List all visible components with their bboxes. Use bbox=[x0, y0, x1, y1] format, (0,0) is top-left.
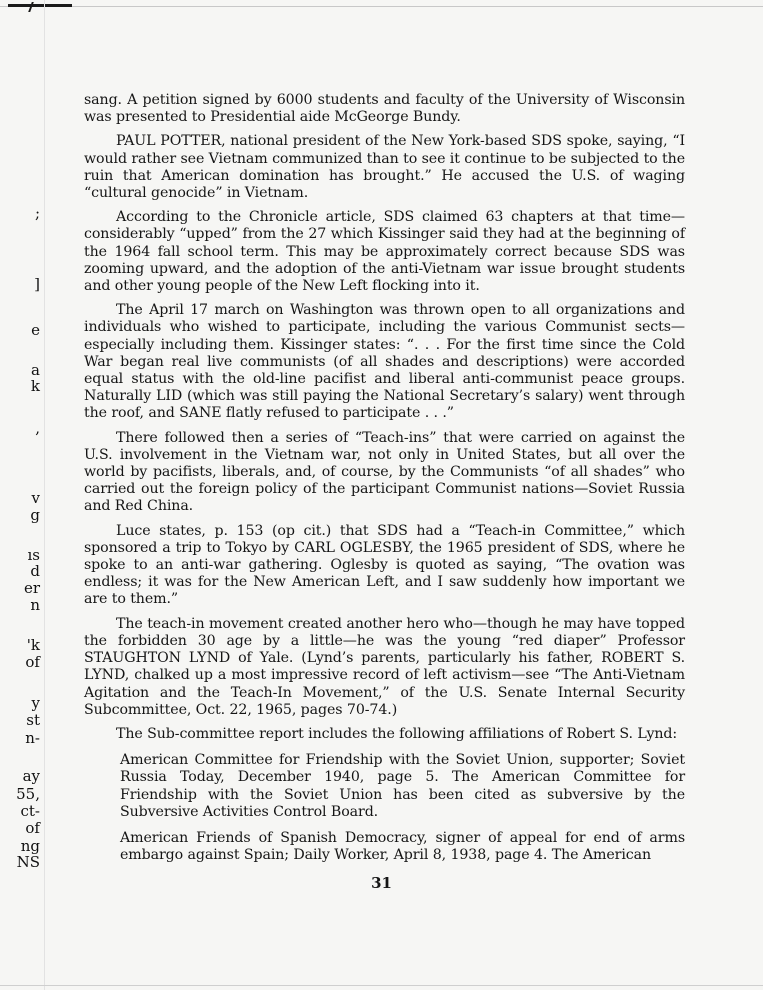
edge-fragment: ; bbox=[34, 204, 40, 222]
edge-fragment: 55, bbox=[16, 785, 40, 803]
edge-fragment: NS bbox=[16, 853, 40, 871]
edge-fragment: n- bbox=[25, 729, 40, 747]
paragraph: There followed then a series of “Teach-ins” that were carried on against the U.S. involvement in the Vietnam war, not only in United States, but all over the world by pacifists, liberals, and, of course, by the Communists “of all shades” who carried out the foreign policy of the participant Communist nations—Soviet Russia and Red China. bbox=[84, 429, 685, 515]
paragraph: The April 17 march on Washington was thrown open to all organizations and individuals who wished to participate, including the various Communist sects—especially including them. Kissinger states: “. . . For the first time since the Cold War began real live communists (of all shades and descriptions) were accorded equal status with the old-line pacifist and liberal anti-communist peace groups. Naturally LID (which was still paying the National Secretary’s salary) went through the roof, and SANE flatly refused to participate . . .” bbox=[84, 302, 685, 422]
paragraph: According to the Chronicle article, SDS claimed 63 chapters at that time—considerably “upped” from the 27 which Kissinger said they had at the beginning of the 1964 fall school term. This may be approximately correct because SDS was zooming upward, and the adoption of the anti-Vietnam war issue brought students and other young people of the New Left flocking into it. bbox=[84, 209, 685, 295]
paragraph: sang. A petition signed by 6000 students and faculty of the University of Wisconsin was presented to Presidential aide McGeorge Bundy. bbox=[84, 92, 685, 126]
edge-fragment: st bbox=[26, 711, 40, 729]
edge-fragment: er bbox=[23, 579, 40, 597]
edge-fragment: ay bbox=[22, 767, 40, 785]
facing-page-fragments bbox=[0, 0, 40, 990]
edge-fragment: g bbox=[30, 506, 40, 524]
paragraph: Luce states, p. 153 (op cit.) that SDS had a “Teach-in Committee,” which sponsored a trip to Tokyo by CARL OGLESBY, the 1965 president of SDS, where he spoke to an anti-war gathering. Oglesby is quoted as saying, “The ovation was endless; it was for the New American Left, and I saw suddenly how important we are to them.” bbox=[84, 522, 685, 608]
affiliation-item: American Committee for Friendship with the Soviet Union, supporter; Soviet Russia Today, December 1940, page 5. The American Committee for Friendship with the Soviet Union has been cited as subversive by the Subversive Activities Control Board. bbox=[120, 752, 685, 820]
paragraph: The teach-in movement created another hero who—though he may have topped the forbidden 30 age by a little—he was the young “red diaper” Professor STAUGHTON LYND of Yale. (Lynd’s parents, particularly his father, ROBERT S. LYND, chalked up a most impressive record of left activism—see “The Anti-Vietnam Agitation and the Teach-In Movement,” of the U.S. Senate Internal Security Subcommittee, Oct. 22, 1965, pages 70-74.) bbox=[84, 615, 685, 718]
edge-fragment: k bbox=[30, 377, 40, 395]
edge-fragment: ıs bbox=[27, 546, 40, 564]
scan-shadow-line bbox=[44, 0, 45, 990]
paragraph: PAUL POTTER, national president of the New York-based SDS spoke, saying, “I would rather see Vietnam communized than to see it continue to be subjected to the ruin that American domination has brought.” He accused the U.S. of waging “cultural genocide” in Vietnam. bbox=[84, 133, 685, 202]
edge-fragment: e bbox=[31, 321, 40, 339]
edge-fragment: ] bbox=[34, 275, 40, 293]
edge-fragment: , bbox=[35, 419, 40, 437]
edge-fragment: ng bbox=[20, 837, 40, 855]
edge-fragment: y bbox=[31, 694, 40, 712]
edge-fragment: 'k bbox=[26, 636, 40, 654]
bottom-edge-rule bbox=[0, 985, 763, 986]
affiliation-item: American Friends of Spanish Democracy, signer of appeal for end of arms embargo against Spain; Daily Worker, April 8, 1938, page 4. The American bbox=[120, 829, 685, 864]
edge-fragment: a bbox=[31, 361, 40, 379]
top-edge-rule bbox=[0, 6, 763, 7]
edge-fragment: of bbox=[25, 819, 40, 837]
edge-fragment: v bbox=[31, 489, 40, 507]
page-number: 31 bbox=[371, 874, 392, 892]
edge-fragment: d bbox=[30, 562, 40, 580]
edge-fragment: ct- bbox=[20, 802, 40, 820]
edge-fragment: n bbox=[30, 596, 40, 614]
main-text-column bbox=[84, 92, 685, 871]
paragraph: The Sub-committee report includes the following affiliations of Robert S. Lynd: bbox=[116, 725, 678, 742]
edge-fragment: of bbox=[25, 653, 40, 671]
